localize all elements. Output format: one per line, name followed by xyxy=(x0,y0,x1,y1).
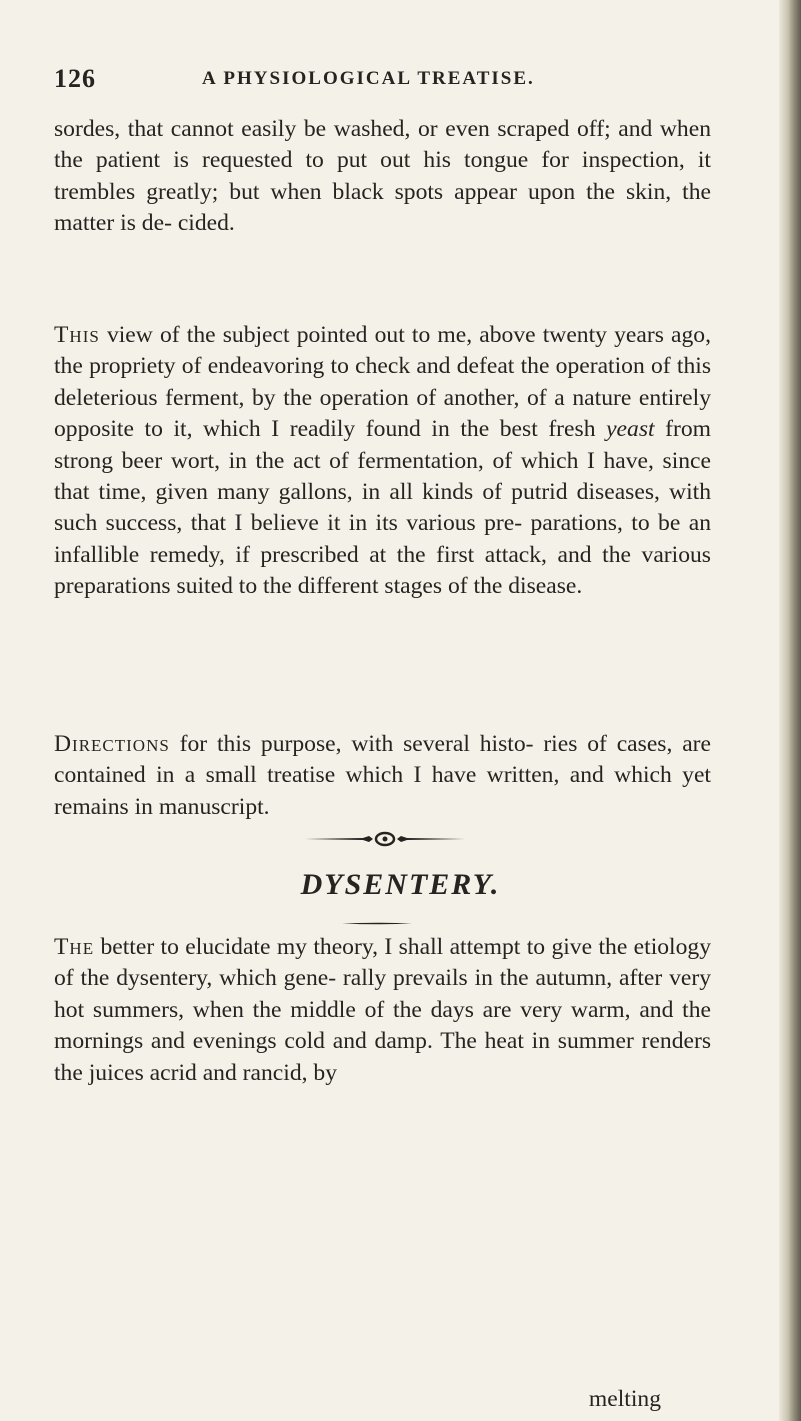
paragraph-text: better to elucidate my theory, I shall attempt to give the etiology of the dysentery, which gene- rally prevails in the autumn, after very hot summers, when the middle of the days are very warm, and the mornings and evenings cold and damp. The heat in summer renders the juices acrid and rancid, by xyxy=(54,934,711,1086)
title-rule xyxy=(342,922,412,925)
page-header xyxy=(54,64,694,98)
page-edge-shadow xyxy=(779,0,801,1421)
paragraph-text: view of the subject pointed out to me, above twenty years ago, the propriety of endeavoring to check and defeat the operation of this deleterious ferment, by the operation of another, of a nature entirely opposite to it, which I readily found in the best fresh xyxy=(54,322,711,443)
italic-word: yeast xyxy=(606,416,655,443)
section-title: DYSENTERY. xyxy=(300,868,501,901)
paragraph-directions xyxy=(54,729,711,823)
ornament-divider xyxy=(305,829,465,849)
paragraph-text-continued: from strong beer wort, in the act of fermentation, of which I have, since that time, given many gallons, in all kinds of putrid diseases, with such success, that I believe it in its various pre- parations, to be an infallible remedy, if prescribed at the first attack, and the various preparations suited to the different stages of the disease. xyxy=(54,416,712,600)
paragraph-lead: The xyxy=(54,934,95,960)
paragraph-lead: This xyxy=(54,322,100,348)
paragraph-lead: Directions xyxy=(54,731,170,757)
paragraph-sordes xyxy=(54,114,711,240)
paragraph-the-better xyxy=(54,932,711,1089)
paragraph-this-view xyxy=(54,320,711,603)
catchword: melting xyxy=(588,1386,661,1412)
page-number: 126 xyxy=(54,64,96,93)
running-head: A PHYSIOLOGICAL TREATISE. xyxy=(202,68,535,89)
paragraph-text: for this purpose, with several histo- ries of cases, are contained in a small treatise which I have written, and which yet remains in manuscript. xyxy=(54,731,711,820)
paragraph-text: sordes, that cannot easily be washed, or even scraped off; and when the patient is requested to put out his tongue for inspection, it trembles greatly; but when black spots appear upon the skin, the matter is de- cided. xyxy=(54,116,711,237)
